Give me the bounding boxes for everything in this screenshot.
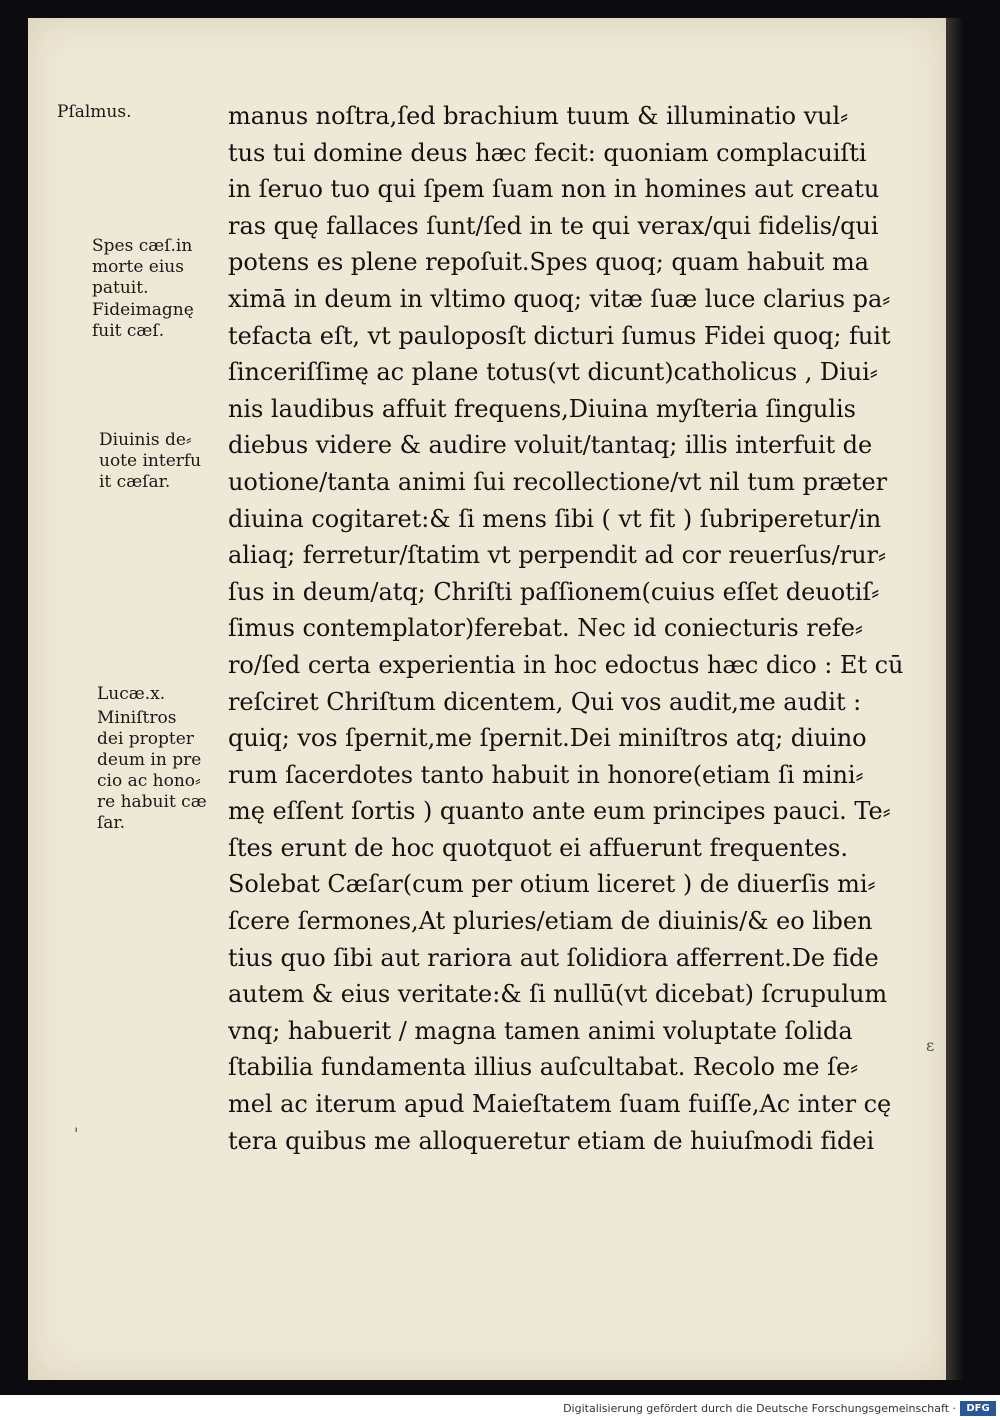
- body-line: nis laudibus affuit frequens,Diuina myſteria ſingulis: [228, 394, 856, 423]
- body-line: vnq; habuerit / magna tamen animi voluptate ſolida: [228, 1016, 853, 1045]
- body-line: autem & eius veritate:& ſi nullū(vt dicebat) ſcrupulum: [228, 980, 888, 1009]
- marginal-notes: [57, 90, 217, 990]
- body-line: Solebat Cæſar(cum per otium liceret ) de diuerſis mi⸗: [228, 870, 876, 899]
- stray-ink-mark: ɛ: [926, 1036, 935, 1055]
- body-line: potens es plene repoſuit.Spes quoq; quam habuit ma: [228, 248, 869, 277]
- body-line: mel ac iterum apud Maieſtatem ſuam fuiſſe,Ac inter cę: [228, 1090, 892, 1119]
- body-line: tius quo ſibi aut rariora aut ſolidiora afferrent.De fide: [228, 943, 879, 972]
- marginal-note-ministros: Miniſtros dei propter deum in pre cio ac hono⸗ re habuit cæ ſar.: [97, 708, 207, 833]
- body-line: reſciret Chriſtum dicentem, Qui vos audit,me audit :: [228, 687, 862, 716]
- body-text: [228, 98, 918, 1159]
- body-line: ſtabilia fundamenta illius auſcultabat. Recolo me ſe⸗: [228, 1053, 859, 1082]
- body-line: uotione/tanta animi ſui recollectione/vt nil tum præter: [228, 467, 888, 496]
- body-line: tus tui domine deus hæc fecit: quoniam complacuiſti: [228, 138, 867, 167]
- marginal-note-psalmus: Pſalmus.: [57, 102, 132, 122]
- body-line: ſimus contemplator)ferebat. Nec id coniecturis refe⸗: [228, 614, 863, 643]
- body-line: diuina cogitaret:& ſi mens ſibi ( vt fit ) ſubriperetur/in: [228, 504, 882, 533]
- body-line: ſtes erunt de hoc quotquot ei affuerunt frequentes.: [228, 833, 848, 862]
- body-line: aliaq; ferretur/ſtatim vt perpendit ad cor reuerſus/rur⸗: [228, 541, 886, 570]
- body-line: tefacta eſt, vt pauloposſt dicturi ſumus Fidei quoq; fuit: [228, 321, 891, 350]
- body-line: manus noſtra,ſed brachium tuum & illuminatio vul⸗: [228, 102, 849, 130]
- body-line: diebus videre & audire voluit/tantaq; illis interfuit de: [228, 431, 873, 460]
- body-line: ſinceriſſimę ac plane totus(vt dicunt)catholicus , Diui⸗: [228, 358, 878, 387]
- body-line: in ſeruo tuo qui ſpem ſuam non in homines aut creatu: [228, 175, 880, 204]
- body-line: tera quibus me alloqueretur etiam de huiuſmodi fidei: [228, 1126, 875, 1155]
- body-line: rum ſacerdotes tanto habuit in honore(etiam ſi mini⸗: [228, 760, 864, 789]
- dfg-logo: DFG: [960, 1401, 996, 1416]
- body-line: ſus in deum/atq; Chriſti paſſionem(cuius eſſet deuotiſ⸗: [228, 577, 880, 606]
- body-line: quiq; vos ſpernit,me ſpernit.Dei miniſtros atq; diuino: [228, 724, 867, 753]
- marginal-note-diuinis: Diuinis de⸗ uote interfu it cæſar.: [99, 430, 202, 492]
- body-line: ras quę fallaces ſunt/ſed in te qui verax/qui fidelis/qui: [228, 211, 879, 240]
- body-line: ximā in deum in vltimo quoq; vitæ ſuæ luce clarius pa⸗: [228, 284, 891, 313]
- body-line: ro/ſed certa experientia in hoc edoctus hæc dico : Et cū: [228, 650, 904, 679]
- page-edge-shadow: [946, 18, 964, 1380]
- marginal-note-fides: Fideimagnę fuit cæſ.: [92, 300, 194, 341]
- marginal-note-spes: Spes cæſ.in morte eius patuit.: [92, 236, 193, 298]
- marginal-note-lucae: Lucæ.x.: [97, 684, 166, 704]
- body-line: ſcere ſermones,At pluries/etiam de diuinis/& eo liben: [228, 907, 873, 936]
- body-line: mę eſſent ſortis ) quanto ante eum principes pauci. Te⸗: [228, 797, 891, 826]
- footer-bar: [0, 1398, 1000, 1420]
- footer-funding-note: Digitalisierung gefördert durch die Deutsche Forschungsgemeinschaft ·: [563, 1402, 956, 1415]
- stray-ink-mark: ': [74, 1124, 79, 1143]
